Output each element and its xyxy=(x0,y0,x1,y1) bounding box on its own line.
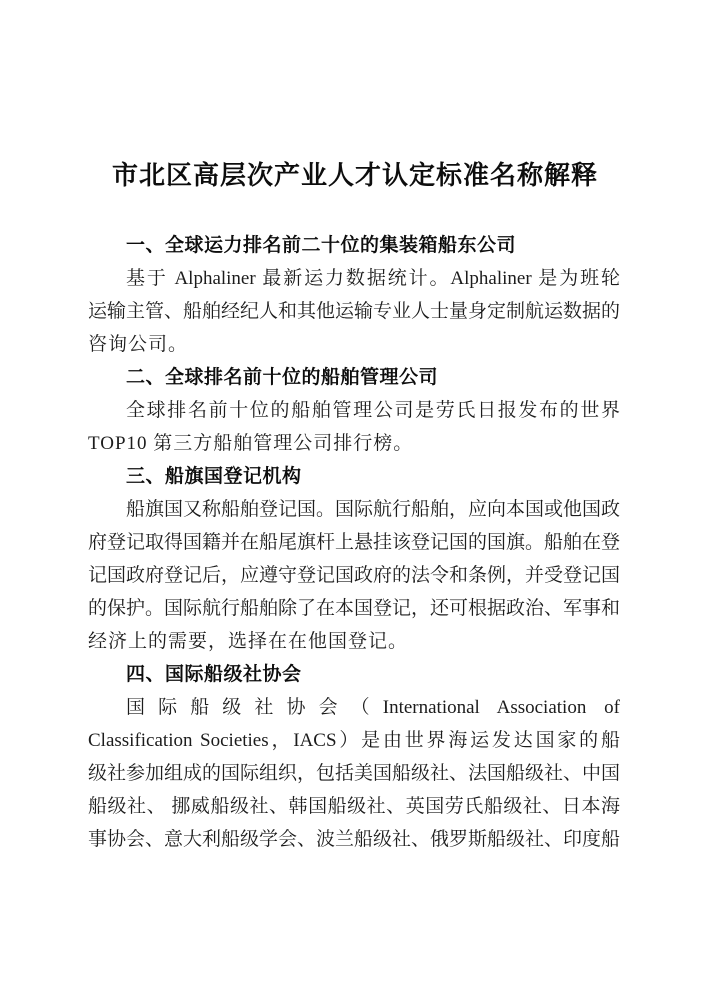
text-line: Classification Societies，IACS）是由世界海运发达国家的船 xyxy=(88,730,620,751)
text-line: 级社参加组成的国际组织，包括美国船级社、法国船级社、中国 xyxy=(88,763,620,784)
text-line: 船旗国又称船舶登记国。国际航行船舶，应向本国或他国政 xyxy=(126,499,620,520)
paragraph xyxy=(88,394,620,460)
text-line: 国际船级社协会（International Association of xyxy=(126,697,620,718)
section-heading: 四、国际船级社协会 xyxy=(126,664,302,685)
text-line: 经济上的需要，选择在在他国登记。 xyxy=(88,631,409,652)
text-line: TOP10 第三方船舶管理公司排行榜。 xyxy=(88,433,414,454)
document-content xyxy=(88,229,620,856)
text-line: 事协会、意大利船级学会、波兰船级社、俄罗斯船级社、印度船 xyxy=(88,829,620,850)
section-heading: 三、船旗国登记机构 xyxy=(126,466,302,487)
text-line: 全球排名前十位的船舶管理公司是劳氏日报发布的世界 xyxy=(126,400,620,421)
paragraph xyxy=(88,691,620,856)
text-line: 记国政府登记后，应遵守登记国政府的法令和条例，并受登记国 xyxy=(88,565,620,586)
text-line: 基于 Alphaliner 最新运力数据统计。Alphaliner 是为班轮 xyxy=(126,268,620,289)
section-heading: 二、全球排名前十位的船舶管理公司 xyxy=(126,367,439,388)
text-line: 咨询公司。 xyxy=(88,334,189,355)
section xyxy=(88,658,620,856)
text-line: 府登记取得国籍并在船尾旗杆上悬挂该登记国的国旗。船舶在登 xyxy=(88,532,620,553)
document-title: 市北区高层次产业人才认定标准名称解释 xyxy=(111,160,598,190)
text-line: 船级社、 挪威船级社、韩国船级社、英国劳氏船级社、日本海 xyxy=(88,796,620,817)
section xyxy=(88,361,620,460)
text-line: 运输主管、船舶经纪人和其他运输专业人士量身定制航运数据的 xyxy=(88,301,620,322)
section xyxy=(88,229,620,361)
paragraph xyxy=(88,262,620,361)
section xyxy=(88,460,620,658)
paragraph xyxy=(88,493,620,658)
text-line: 的保护。国际航行船舶除了在本国登记，还可根据政治、军事和 xyxy=(88,598,620,619)
section-heading: 一、全球运力排名前二十位的集装箱船东公司 xyxy=(126,235,517,256)
